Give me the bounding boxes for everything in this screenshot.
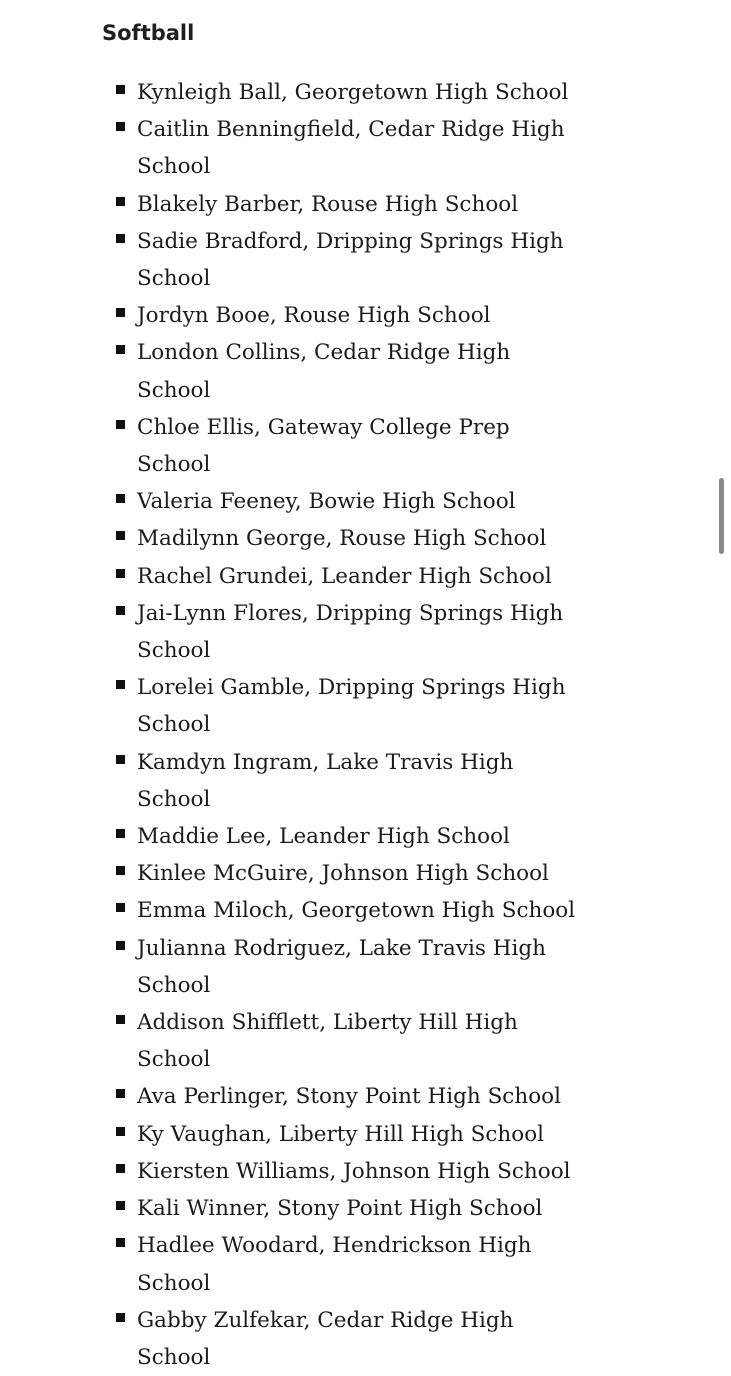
player-entry: Lorelei Gamble, Dripping Springs High School [137,675,566,738]
player-entry: Ky Vaughan, Liberty Hill High School [137,1121,545,1147]
square-bullet-icon [116,85,125,94]
list-item [0,1078,577,1115]
square-bullet-icon [116,234,125,243]
list-item [0,334,577,408]
list-item [0,1004,577,1078]
list-item [0,297,577,334]
square-bullet-icon [116,606,125,615]
square-bullet-icon [116,345,125,354]
list-item [0,855,577,892]
player-entry: Hadlee Woodard, Hendrickson High School [137,1233,532,1296]
list-item [0,892,577,929]
square-bullet-icon [116,755,125,764]
player-entry: Jordyn Booe, Rouse High School [137,303,491,329]
square-bullet-icon [116,866,125,875]
player-entry: Jai-Lynn Flores, Dripping Springs High School [137,600,564,664]
player-entry: Valeria Feeney, Bowie High School [137,489,516,515]
list-item [0,744,577,818]
square-bullet-icon [116,1238,125,1247]
list-item [0,111,577,185]
player-entry: Kamdyn Ingram, Lake Travis High School [137,749,514,812]
square-bullet-icon [116,569,125,578]
square-bullet-icon [116,1127,125,1136]
player-entry: Addison Shifflett, Liberty Hill High School [137,1010,518,1073]
list-item [0,595,577,669]
square-bullet-icon [116,308,125,317]
square-bullet-icon [116,1164,125,1173]
player-entry: Kinlee McGuire, Johnson High School [137,861,549,887]
player-entry: Kiersten Williams, Johnson High School [137,1158,571,1184]
list-item [0,1190,577,1227]
square-bullet-icon [116,829,125,838]
square-bullet-icon [116,122,125,131]
square-bullet-icon [116,494,125,503]
list-item [0,186,577,223]
list-item [0,818,577,855]
player-entry: London Collins, Cedar Ridge High School [137,340,511,403]
player-entry: Emma Miloch, Georgetown High School [137,898,576,924]
player-entry: Sadie Bradford, Dripping Springs High School [137,228,564,292]
list-item [0,1227,577,1301]
scrollbar-thumb[interactable] [719,478,724,554]
player-entry: Blakely Barber, Rouse High School [137,191,519,217]
list-item [0,74,577,111]
player-entry: Gabby Zulfekar, Cedar Ridge High School [137,1307,514,1370]
list-item [0,1116,577,1153]
player-entry: Ava Perlinger, Stony Point High School [137,1084,561,1110]
player-entry: Chloe Ellis, Gateway College Prep School [137,414,510,478]
square-bullet-icon [116,420,125,429]
player-entry: Maddie Lee, Leander High School [137,824,510,850]
player-entry: Caitlin Benningfield, Cedar Ridge High School [137,117,565,180]
list-item [0,558,577,595]
list-item [0,1153,577,1190]
list-item [0,520,577,557]
player-entry: Rachel Grundei, Leander High School [137,563,552,589]
list-item [0,223,577,297]
section-heading: Softball [102,21,195,45]
player-entry: Madilynn George, Rouse High School [137,526,547,552]
list-item [0,409,577,483]
square-bullet-icon [116,1015,125,1024]
square-bullet-icon [116,680,125,689]
player-entry: Kali Winner, Stony Point High School [137,1196,543,1222]
list-item [0,669,577,743]
square-bullet-icon [116,903,125,912]
square-bullet-icon [116,1089,125,1098]
player-list [0,74,640,1376]
square-bullet-icon [116,531,125,540]
square-bullet-icon [116,1313,125,1322]
player-entry: Kynleigh Ball, Georgetown High School [137,80,569,105]
list-item [0,483,577,520]
square-bullet-icon [116,1201,125,1210]
list-item [0,930,577,1004]
square-bullet-icon [116,197,125,206]
list-item [0,1302,577,1376]
player-entry: Julianna Rodriguez, Lake Travis High School [137,935,547,998]
square-bullet-icon [116,941,125,950]
